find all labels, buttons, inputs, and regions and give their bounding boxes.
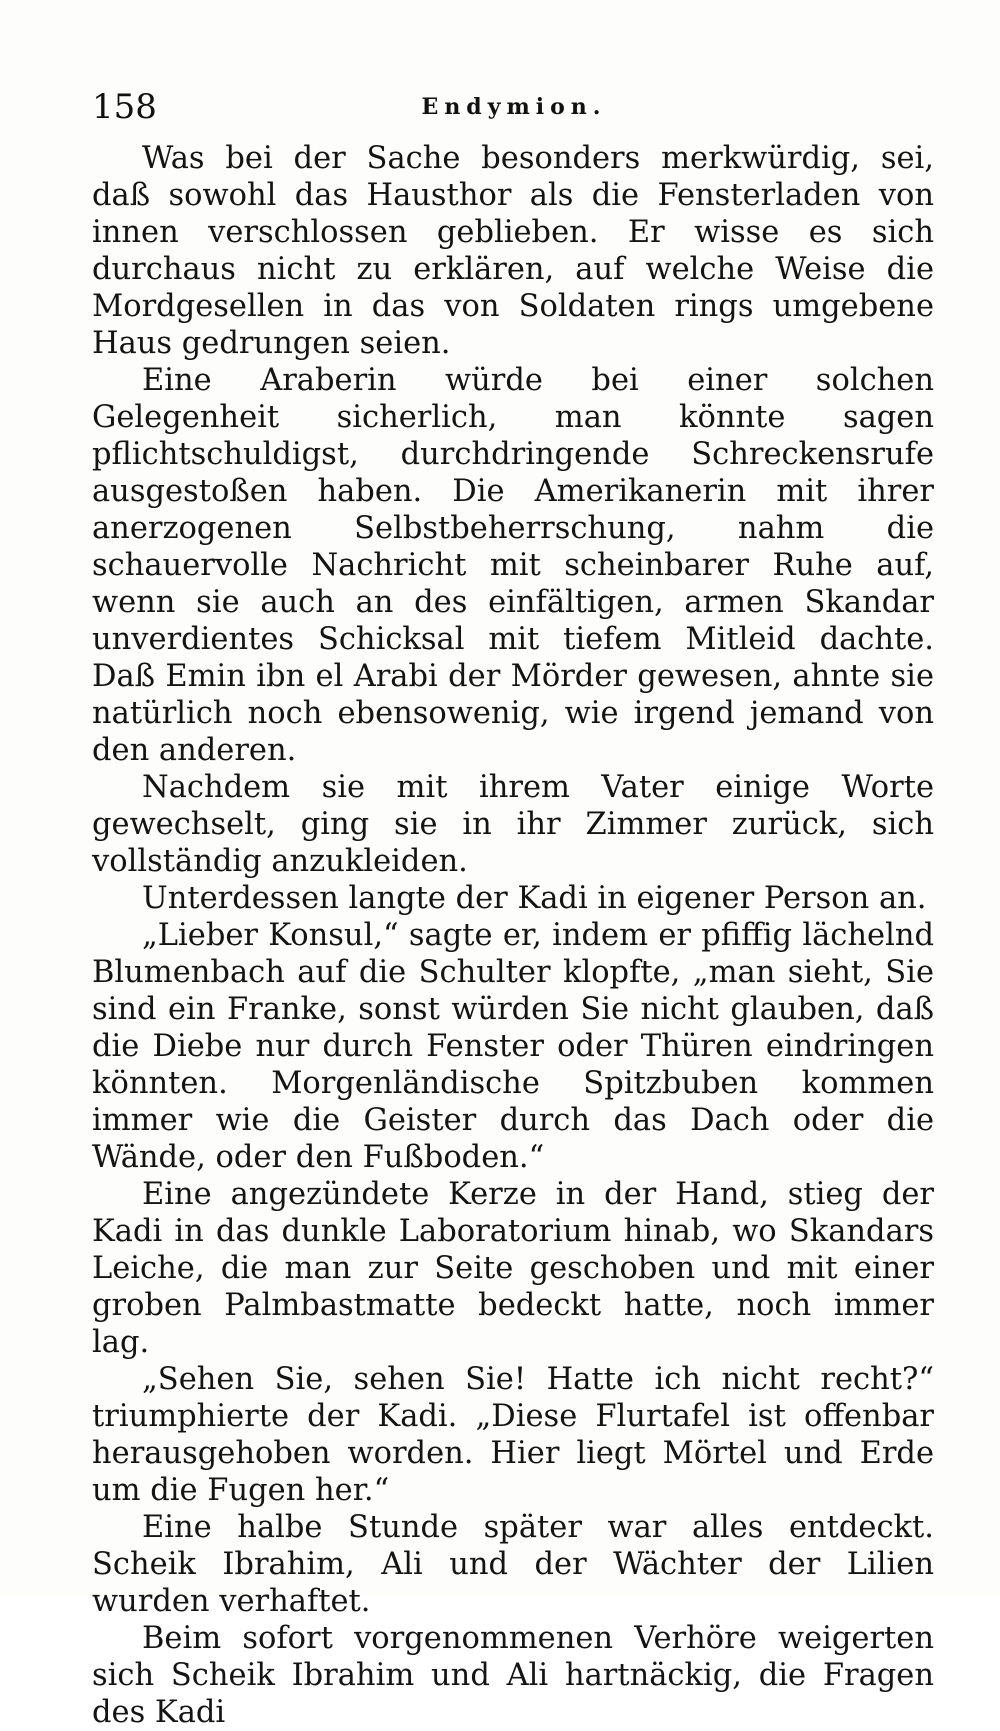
paragraph: Eine halbe Stunde später war alles entdeckt. Scheik Ibrahim, Ali und der Wächter der Lilien wurden verhaftet. <box>92 1510 934 1619</box>
page-header <box>92 82 934 132</box>
running-title: Endymion. <box>421 94 607 120</box>
paragraph: Unterdessen langte der Kadi in eigener Person an. <box>142 881 927 916</box>
paragraph: Eine angezündete Kerze in der Hand, stieg der Kadi in das dunkle Laboratorium hinab, wo Skandars Leiche, die man zur Seite geschoben und mit einer groben Palmbastmatte bedeckt hatte, noch immer lag. <box>92 1177 934 1360</box>
paragraph: „Sehen Sie, sehen Sie! Hatte ich nicht recht?“ triumphierte der Kadi. „Diese Flurtafel ist offenbar herausgehoben worden. Hier liegt Mörtel und Erde um die Fugen her.“ <box>92 1362 934 1508</box>
page-number: 158 <box>92 87 157 127</box>
paragraph: Was bei der Sache besonders merkwürdig, sei, daß sowohl das Hausthor als die Fensterladen von innen verschlossen geblieben. Er wisse es sich durchaus nicht zu erklären, auf welche Weise die Mordgesellen in das von Soldaten rings umgebene Haus gedrungen seien. <box>92 141 934 361</box>
paragraph: „Lieber Konsul,“ sagte er, indem er pfiffig lächelnd Blumenbach auf die Schulter klopfte, „man sieht, Sie sind ein Franke, sonst würden Sie nicht glauben, daß die Diebe nur durch Fenster oder Thüren eindringen könnten. Morgenländische Spitzbuben kommen immer wie die Geister durch das Dach oder die Wände, oder den Fußboden.“ <box>92 918 934 1175</box>
paragraph: Nachdem sie mit ihrem Vater einige Worte gewechselt, ging sie in ihr Zimmer zurück, sich vollständig anzukleiden. <box>92 770 934 879</box>
body-text <box>92 140 934 1731</box>
paragraph: Beim sofort vorgenommenen Verhöre weigerten sich Scheik Ibrahim und Ali hartnäckig, die Fragen des Kadi <box>92 1621 934 1730</box>
paragraph: Eine Araberin würde bei einer solchen Gelegenheit sicherlich, man könnte sagen pflichtschuldigst, durchdringende Schreckensrufe ausgestoßen haben. Die Amerikanerin mit ihrer anerzogenen Selbstbeherrschung, nahm die schauervolle Nachricht mit scheinbarer Ruhe auf, wenn sie auch an des einfältigen, armen Skandar unverdientes Schicksal mit tiefem Mitleid dachte. Daß Emin ibn el Arabi der Mörder gewesen, ahnte sie natürlich noch ebensowenig, wie irgend jemand von den anderen. <box>92 363 934 768</box>
